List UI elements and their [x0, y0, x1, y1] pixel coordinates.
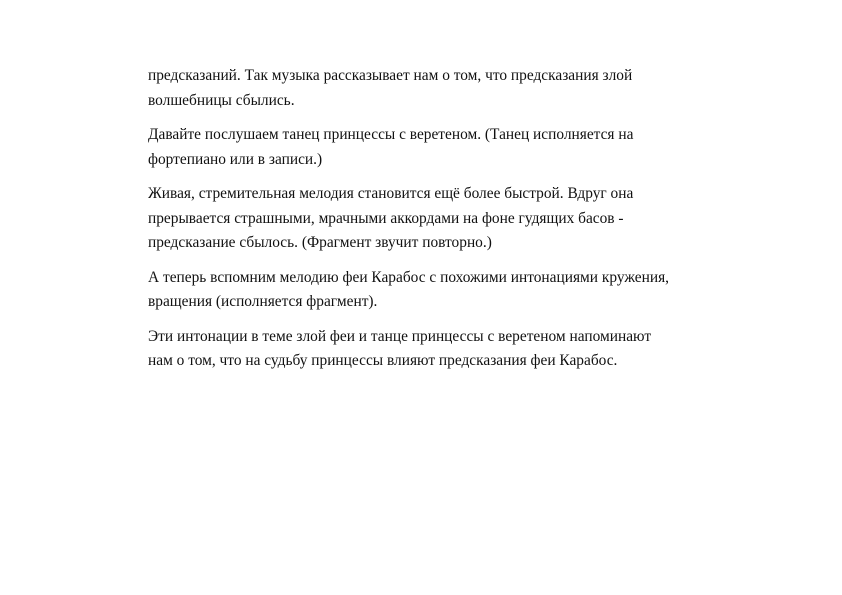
- document-body: [148, 64, 768, 384]
- paragraph-5: Эти интонации в теме злой феи и танце принцессы с веретеном напоминают нам о том, что на судьбу принцессы влияют предсказания феи Карабос.: [148, 327, 652, 369]
- paragraph-2: Давайте послушаем танец принцессы с веретеном. (Танец исполняется на фортепиано или в записи.): [148, 126, 634, 168]
- paragraph-3: Живая, стремительная мелодия становится ещё более быстрой. Вдруг она прерывается страшными, мрачными аккордами на фоне гудящих басов - предсказание сбылось. (Фрагмент звучит повторно.): [148, 185, 634, 251]
- paragraph-1: предсказаний. Так музыка рассказывает нам о том, что предсказания злой волшебницы сбылись.: [148, 67, 633, 109]
- paragraph-4: А теперь вспомним мелодию феи Карабос с похожими интонациями кружения, вращения (исполняется фрагмент).: [148, 268, 670, 310]
